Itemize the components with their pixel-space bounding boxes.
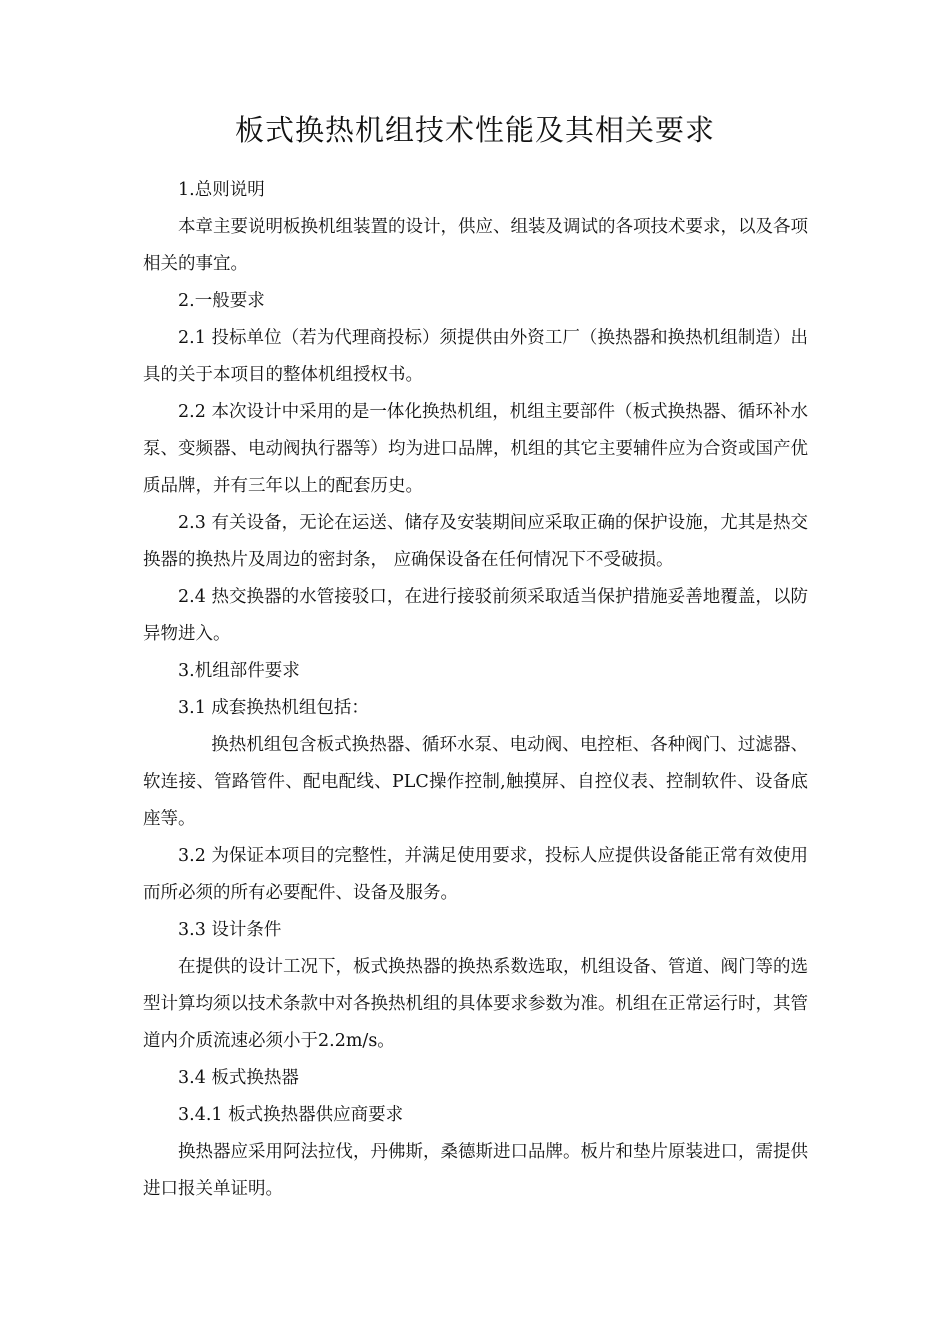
paragraph-general-description: 本章主要说明板换机组装置的设计，供应、组装及调试的各项技术要求，以及各项相关的事宜。 [143,217,808,274]
paragraph-supplier-requirements: 换热器应采用阿法拉伐，丹佛斯，桑德斯进口品牌。板片和垫片原装进口，需提供进口报关单证明。 [143,1142,808,1199]
paragraph-design-conditions: 在提供的设计工况下，板式换热器的换热系数选取，机组设备、管道、阀门等的选型计算均须以技术条款中对各换热机组的具体要求参数为准。机组在正常运行时，其管道内介质流速必须小于2.2m/s。 [143,957,808,1051]
paragraph-2-3: 2.3 有关设备，无论在运送、储存及安装期间应采取正确的保护设施，尤其是热交换器的换热片及周边的密封条， 应确保设备在任何情况下不受破损。 [143,513,808,570]
document-title: 板式换热机组技术性能及其相关要求 [234,113,715,147]
paragraph-3-2: 3.2 为保证本项目的完整性，并满足使用要求，投标人应提供设备能正常有效使用而所必须的所有必要配件、设备及服务。 [143,846,808,903]
paragraph-2-2: 2.2 本次设计中采用的是一体化换热机组，机组主要部件（板式换热器、循环补水泵、变频器、电动阀执行器等）均为进口品牌，机组的其它主要辅件应为合资或国产优质品牌，并有三年以上的配套历史。 [143,402,808,496]
paragraph-3-1: 3.1 成套换热机组包括： [178,698,369,718]
document-body [143,172,808,1208]
paragraph-2-1: 2.1 投标单位（若为代理商投标）须提供由外资工厂（换热器和换热机组制造）出具的关于本项目的整体机组授权书。 [143,328,808,385]
paragraph-3-4-1-heading: 3.4.1 板式换热器供应商要求 [178,1105,404,1125]
section-heading-unit-parts: 3.机组部件要求 [178,661,300,681]
paragraph-unit-components: 换热机组包含板式换热器、循环水泵、电动阀、电控柜、各种阀门、过滤器、软连接、管路管件、配电配线、PLC操作控制,触摸屏、自控仪表、控制软件、设备底座等。 [143,735,808,829]
section-heading-requirements: 2.一般要求 [178,291,265,311]
paragraph-2-4: 2.4 热交换器的水管接驳口，在进行接驳前须采取适当保护措施妥善地覆盖，以防异物进入。 [143,587,808,644]
paragraph-3-4-heading: 3.4 板式换热器 [178,1068,299,1088]
section-heading-general: 1.总则说明 [178,180,265,200]
paragraph-3-3-heading: 3.3 设计条件 [178,920,282,940]
